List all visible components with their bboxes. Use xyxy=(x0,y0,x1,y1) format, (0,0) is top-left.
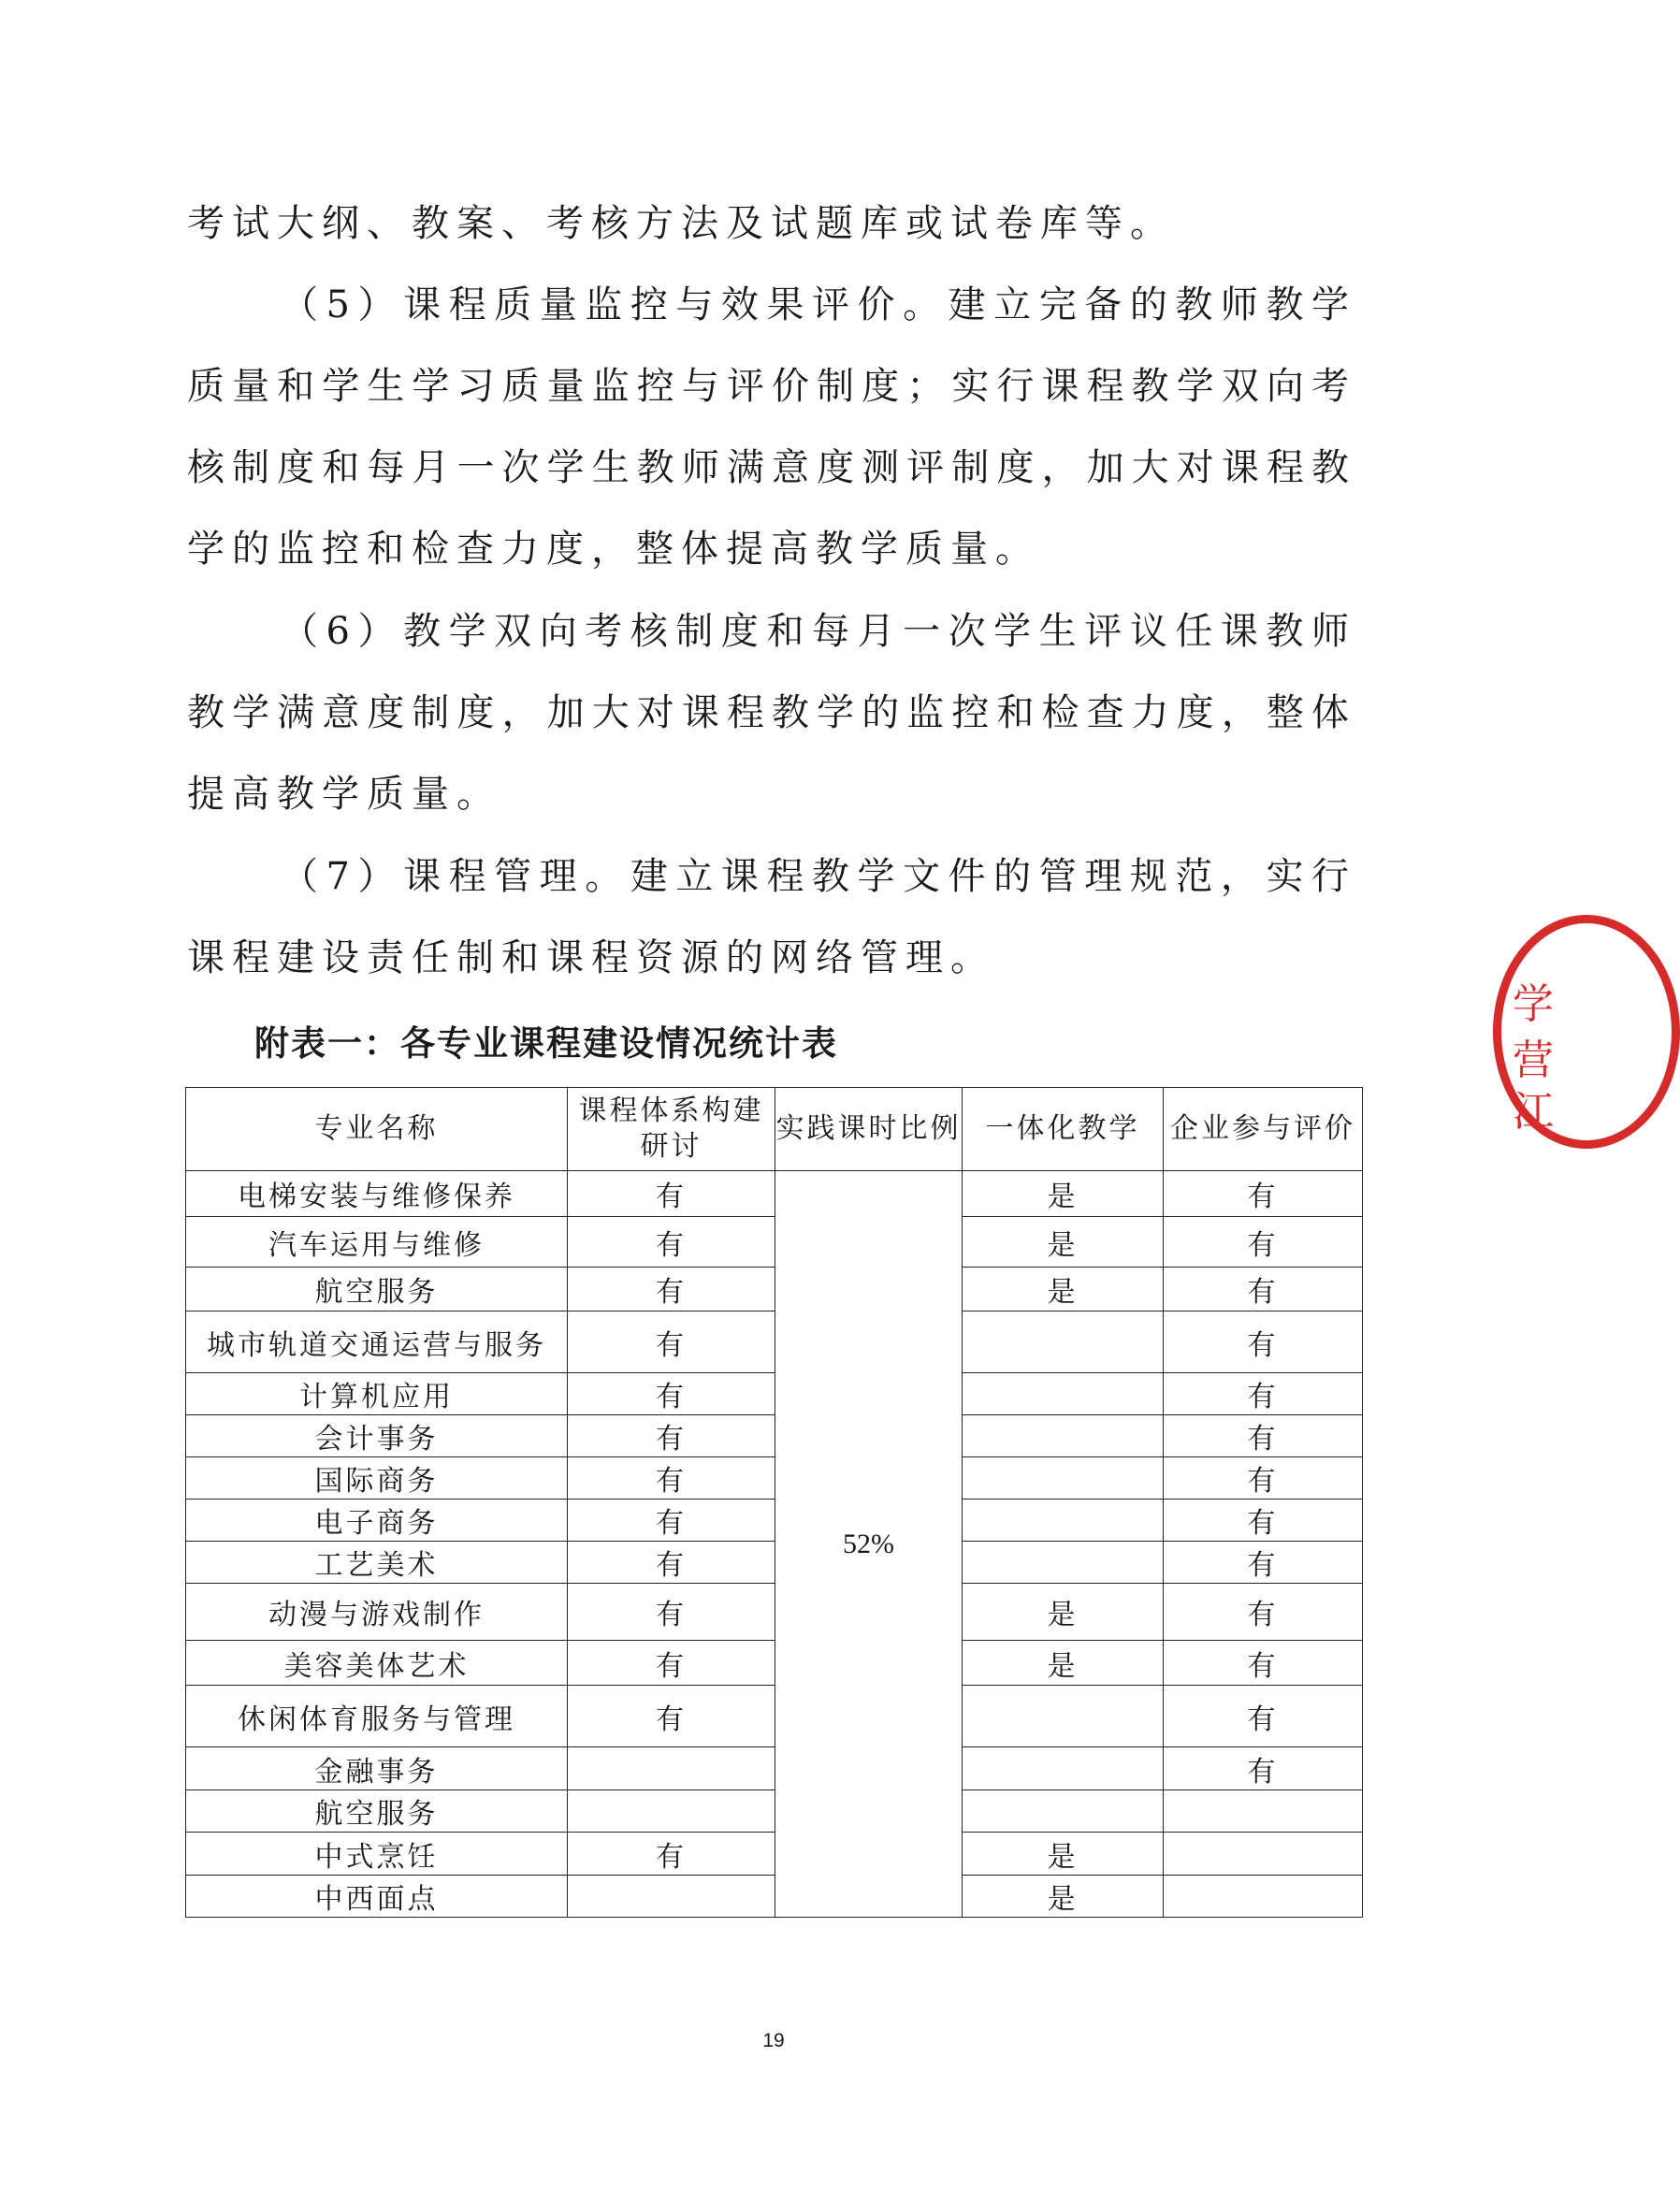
enterprise-evaluation-cell: 有 xyxy=(1164,1542,1363,1584)
practice-ratio-cell: 52% xyxy=(775,1171,963,1918)
table-row xyxy=(186,1217,1363,1268)
table-row xyxy=(186,1833,1363,1876)
paragraph-6-assessment: （6）教学双向考核制度和每月一次学生评议任课教师教学满意度制度，加大对课程教学的监控和检查力度，整体提高教学质量。 xyxy=(187,610,1356,816)
integrated-teaching-cell: 是 xyxy=(963,1171,1164,1217)
enterprise-evaluation-cell: 有 xyxy=(1164,1584,1363,1641)
integrated-teaching-cell xyxy=(963,1542,1164,1584)
table-row xyxy=(186,1415,1363,1457)
major-name-cell: 电梯安装与维修保养 xyxy=(186,1171,568,1217)
integrated-teaching-cell: 是 xyxy=(963,1833,1164,1876)
enterprise-evaluation-cell: 有 xyxy=(1164,1415,1363,1457)
major-name-cell: 城市轨道交通运营与服务 xyxy=(186,1311,568,1373)
curriculum-research-cell: 有 xyxy=(568,1584,775,1641)
table-row xyxy=(186,1500,1363,1542)
table-row xyxy=(186,1311,1363,1373)
header-curriculum-research: 课程体系构建研讨 xyxy=(568,1088,775,1171)
paragraph-5-course-quality: （5）课程质量监控与效果评价。建立完备的教师教学质量和学生学习质量监控与评价制度；实行课程教学双向考核制度和每月一次学生教师满意度测评制度，加大对课程教学的监控和检查力度，整体提高教学质量。 xyxy=(187,283,1356,571)
enterprise-evaluation-cell: 有 xyxy=(1164,1500,1363,1542)
integrated-teaching-cell: 是 xyxy=(963,1641,1164,1686)
integrated-teaching-cell xyxy=(963,1747,1164,1790)
table-row xyxy=(186,1373,1363,1415)
major-name-cell: 航空服务 xyxy=(186,1268,568,1311)
header-integrated-teaching: 一体化教学 xyxy=(963,1088,1164,1171)
table-row xyxy=(186,1686,1363,1747)
integrated-teaching-cell: 是 xyxy=(963,1876,1164,1918)
integrated-teaching-cell xyxy=(963,1686,1164,1747)
integrated-teaching-cell xyxy=(963,1457,1164,1500)
enterprise-evaluation-cell: 有 xyxy=(1164,1641,1363,1686)
enterprise-evaluation-cell xyxy=(1164,1833,1363,1876)
integrated-teaching-cell xyxy=(963,1311,1164,1373)
curriculum-research-cell: 有 xyxy=(568,1833,775,1876)
official-seal xyxy=(1493,915,1680,1149)
curriculum-research-cell xyxy=(568,1747,775,1790)
table-row xyxy=(186,1790,1363,1833)
enterprise-evaluation-cell: 有 xyxy=(1164,1373,1363,1415)
seal-glyph-2: 营 xyxy=(1513,1036,1554,1084)
curriculum-research-cell: 有 xyxy=(568,1171,775,1217)
enterprise-evaluation-cell: 有 xyxy=(1164,1457,1363,1500)
curriculum-research-cell: 有 xyxy=(568,1268,775,1311)
course-statistics-table xyxy=(185,1087,1363,1918)
integrated-teaching-cell xyxy=(963,1373,1164,1415)
major-name-cell: 会计事务 xyxy=(186,1415,568,1457)
enterprise-evaluation-cell xyxy=(1164,1876,1363,1918)
curriculum-research-cell: 有 xyxy=(568,1415,775,1457)
major-name-cell: 电子商务 xyxy=(186,1500,568,1542)
table-row xyxy=(186,1876,1363,1918)
table-row xyxy=(186,1641,1363,1686)
table-row xyxy=(186,1584,1363,1641)
major-name-cell: 中西面点 xyxy=(186,1876,568,1918)
integrated-teaching-cell: 是 xyxy=(963,1268,1164,1311)
curriculum-research-cell: 有 xyxy=(568,1373,775,1415)
table-caption: 附表一：各专业课程建设情况统计表 xyxy=(254,1023,838,1064)
major-name-cell: 美容美体艺术 xyxy=(186,1641,568,1686)
paragraph-continuation: 考试大纲、教案、考核方法及试题库或试卷库等。 xyxy=(187,202,1175,245)
curriculum-research-cell xyxy=(568,1790,775,1833)
curriculum-research-cell: 有 xyxy=(568,1311,775,1373)
header-enterprise-evaluation: 企业参与评价 xyxy=(1164,1088,1363,1171)
major-name-cell: 工艺美术 xyxy=(186,1542,568,1584)
major-name-cell: 中式烹饪 xyxy=(186,1833,568,1876)
header-major-name: 专业名称 xyxy=(186,1088,568,1171)
major-name-cell: 休闲体育服务与管理 xyxy=(186,1686,568,1747)
table-header-row xyxy=(186,1088,1363,1171)
curriculum-research-cell: 有 xyxy=(568,1641,775,1686)
paragraph-7-course-management: （7）课程管理。建立课程教学文件的管理规范，实行课程建设责任制和课程资源的网络管理。 xyxy=(187,855,1356,979)
table-row xyxy=(186,1457,1363,1500)
seal-glyph-1: 学 xyxy=(1513,980,1554,1028)
enterprise-evaluation-cell xyxy=(1164,1790,1363,1833)
enterprise-evaluation-cell: 有 xyxy=(1164,1268,1363,1311)
enterprise-evaluation-cell: 有 xyxy=(1164,1171,1363,1217)
major-name-cell: 国际商务 xyxy=(186,1457,568,1500)
integrated-teaching-cell: 是 xyxy=(963,1584,1164,1641)
header-practice-ratio: 实践课时比例 xyxy=(775,1088,963,1171)
enterprise-evaluation-cell: 有 xyxy=(1164,1686,1363,1747)
curriculum-research-cell: 有 xyxy=(568,1686,775,1747)
major-name-cell: 计算机应用 xyxy=(186,1373,568,1415)
major-name-cell: 动漫与游戏制作 xyxy=(186,1584,568,1641)
curriculum-research-cell: 有 xyxy=(568,1457,775,1500)
curriculum-research-cell: 有 xyxy=(568,1500,775,1542)
major-name-cell: 航空服务 xyxy=(186,1790,568,1833)
curriculum-research-cell xyxy=(568,1876,775,1918)
table-row xyxy=(186,1747,1363,1790)
integrated-teaching-cell: 是 xyxy=(963,1217,1164,1268)
integrated-teaching-cell xyxy=(963,1415,1164,1457)
table-row xyxy=(186,1268,1363,1311)
enterprise-evaluation-cell: 有 xyxy=(1164,1217,1363,1268)
major-name-cell: 汽车运用与维修 xyxy=(186,1217,568,1268)
major-name-cell: 金融事务 xyxy=(186,1747,568,1790)
curriculum-research-cell: 有 xyxy=(568,1542,775,1584)
curriculum-research-cell: 有 xyxy=(568,1217,775,1268)
table-row xyxy=(186,1542,1363,1584)
integrated-teaching-cell xyxy=(963,1500,1164,1542)
page-number: 19 xyxy=(762,2030,785,2051)
table-row xyxy=(186,1171,1363,1217)
integrated-teaching-cell xyxy=(963,1790,1164,1833)
seal-glyph-3: 江 xyxy=(1513,1088,1554,1136)
enterprise-evaluation-cell: 有 xyxy=(1164,1747,1363,1790)
enterprise-evaluation-cell: 有 xyxy=(1164,1311,1363,1373)
